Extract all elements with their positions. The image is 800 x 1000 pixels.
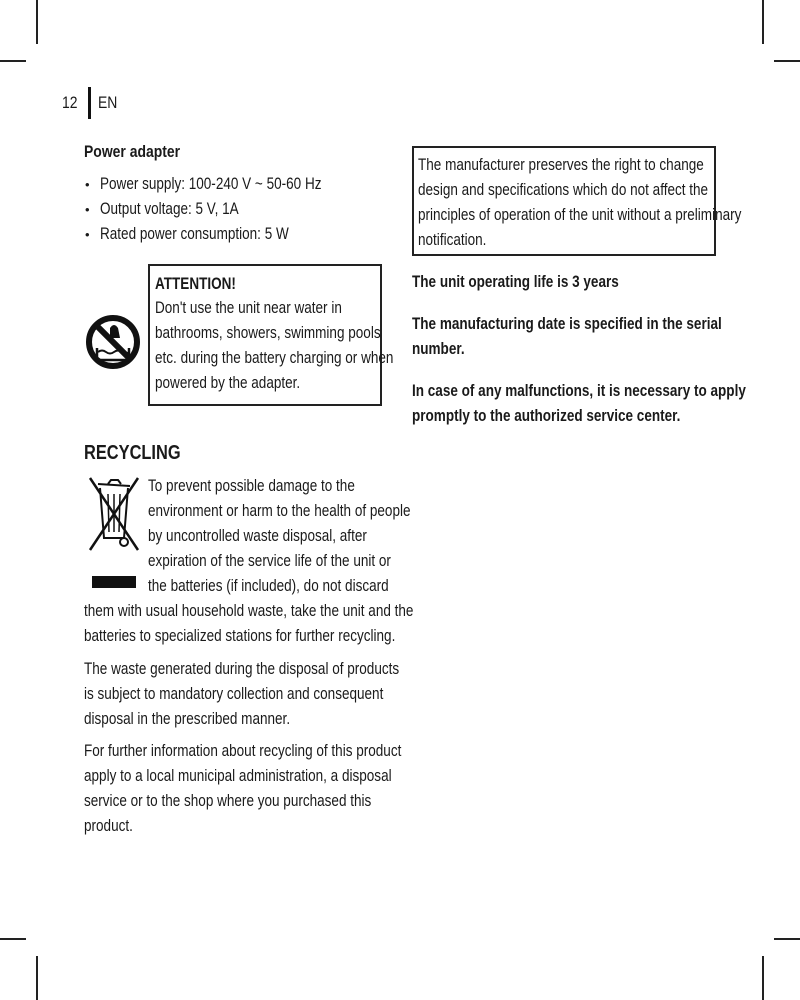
attention-text: Don't use the unit near water in bathrooms, showers, swimming pools etc. during the battery charging or when powered by the adapter. — [155, 299, 394, 392]
header-divider — [88, 87, 91, 119]
manufacturer-notice-box: The manufacturer preserves the right to change design and specifications which do not affect the principles of operation of the unit without a preliminary notification. — [412, 146, 716, 256]
spec-item: • Rated power consumption: 5 W — [84, 222, 389, 247]
left-column — [84, 140, 414, 835]
manufacturing-date: The manufacturing date is specified in the serial number. — [412, 315, 722, 358]
crop-mark — [774, 60, 800, 62]
recycling-paragraph: The waste generated during the disposal of products is subject to mandatory collection and consequent disposal in the prescribed manner. — [84, 660, 400, 728]
page-number: 12 — [62, 93, 78, 112]
crossed-out-wheelie-bin-icon — [88, 476, 140, 592]
language-code: EN — [97, 93, 118, 112]
crop-mark — [0, 60, 26, 62]
recycling-paragraph: For further information about recycling of this product apply to a local municipal administration, a disposal service or to the shop where you purchased this product. — [84, 742, 402, 835]
crop-mark — [774, 938, 800, 940]
right-column — [412, 146, 746, 429]
crop-mark — [0, 938, 26, 940]
recycling-intro: To prevent possible damage to the environment or harm to the health of people by uncontrolled waste disposal, after expiration of the service life of the unit or the batteries (if included), do not discard — [148, 477, 411, 595]
crop-mark — [762, 956, 764, 1000]
spec-item: • Output voltage: 5 V, 1A — [84, 197, 389, 222]
no-water-prohibition-icon — [84, 294, 142, 390]
malfunctions-notice: In case of any malfunctions, it is necessary to apply promptly to the authorized service center. — [412, 382, 746, 425]
operating-life: The unit operating life is 3 years — [412, 273, 619, 291]
power-adapter-title: Power adapter — [84, 142, 181, 161]
recycling-section — [84, 440, 414, 835]
crop-mark — [762, 0, 764, 44]
recycling-title: RECYCLING — [84, 442, 181, 464]
attention-title: ATTENTION! — [155, 275, 236, 293]
page-header — [62, 88, 122, 118]
power-adapter-specs — [84, 172, 389, 247]
recycling-intro-continued: them with usual household waste, take the unit and the batteries to specialized stations for further recycling. — [84, 602, 414, 645]
crop-mark — [36, 956, 38, 1000]
attention-box — [148, 264, 394, 406]
crop-mark — [36, 0, 38, 44]
spec-item: • Power supply: 100-240 V ~ 50-60 Hz — [84, 172, 389, 197]
